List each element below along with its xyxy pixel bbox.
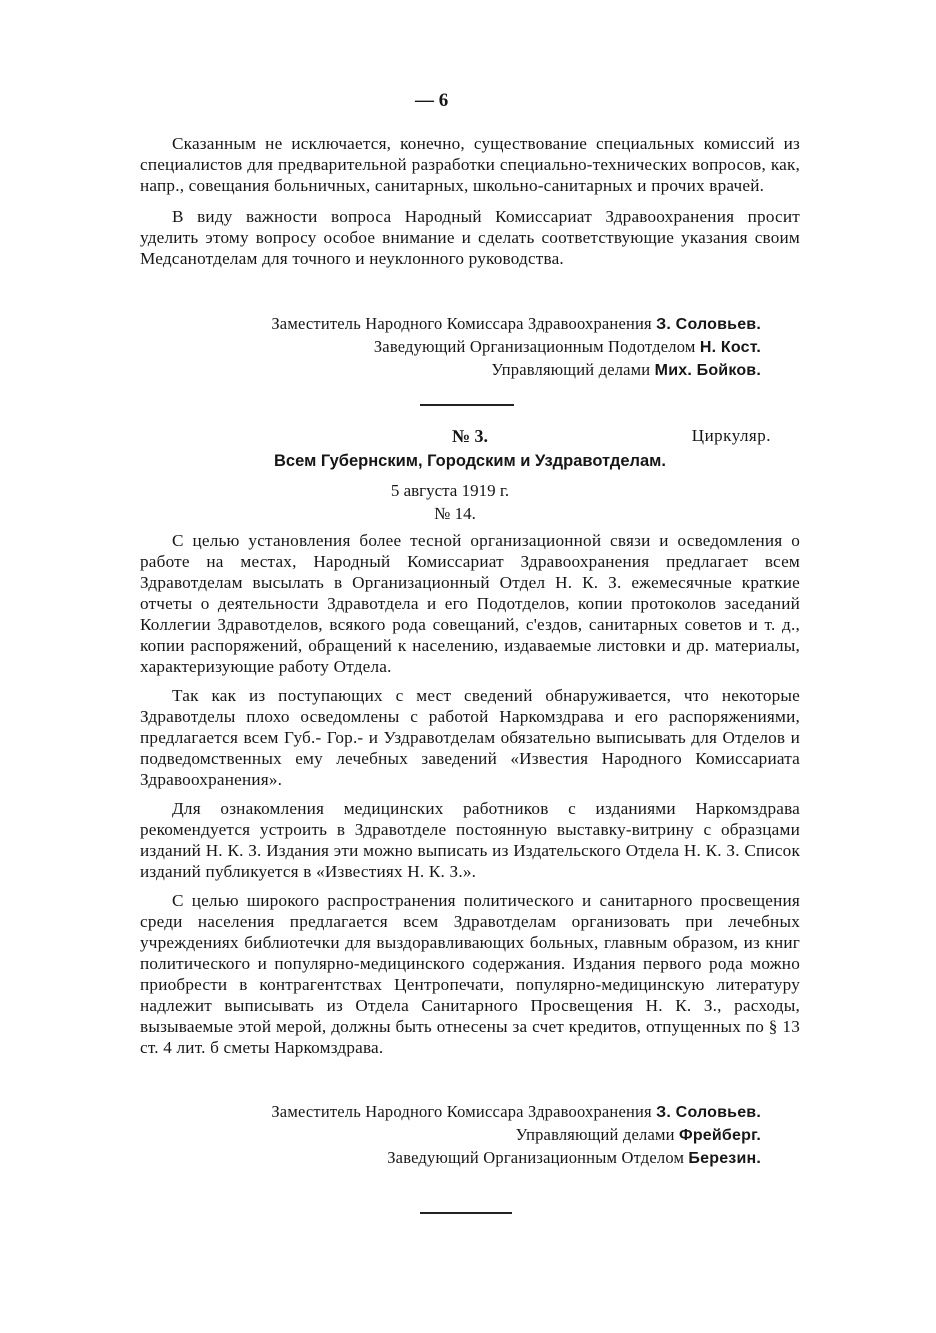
page-number: — 6 — [415, 90, 449, 111]
signature-line — [271, 313, 761, 335]
signature-title: Управляющий делами — [491, 360, 651, 379]
signature-name: З. Соловьев. — [656, 1104, 761, 1121]
signature-title: Заместитель Народного Комиссара Здравоохранения — [271, 314, 652, 333]
paragraph: В виду важности вопроса Народный Комиссариат Здравоохранения просит уделить этому вопросу особое внимание и сделать соответствующие указания своим Медсанотделам для точного и неуклонного руководства. — [140, 207, 800, 268]
signature-name: Березин. — [688, 1150, 761, 1167]
circular-addressee: Всем Губернским, Городским и Уздравотделам. — [274, 452, 666, 470]
signature-name: Н. Кост. — [699, 339, 761, 356]
signature-line — [516, 1124, 761, 1146]
circular-subnumber: № 14. — [434, 504, 476, 523]
section-divider — [420, 404, 514, 406]
signature-title: Заместитель Народного Комиссара Здравоохранения — [271, 1102, 652, 1121]
signature-title: Заведующий Организационным Отделом — [387, 1148, 685, 1167]
paragraph: С целью широкого распространения политического и санитарного просвещения среди населения предлагается всем Здравотделам организовать при лечебных учреждениях библиотечки для выздоравливающих больных, главным образом, из книг политического и популярно-медицинского содержания. Издания первого рода можно приобрести в контрагентствах Центропечати, популярно-медицинскую литературу надлежит выписывать из Отдела Санитарного Просвещения Н. К. З., расходы, вызываемые этой мерой, должны быть отнесены за счет кредитов, отпущенных по § 13 ст. 4 лит. б сметы Наркомздрава. — [140, 891, 800, 1057]
signature-title: Заведующий Организационным Подотделом — [373, 337, 696, 356]
signature-line — [374, 336, 761, 358]
signature-line — [491, 359, 761, 381]
circular-kind: Циркуляр. — [691, 426, 771, 445]
section-divider — [420, 1212, 512, 1214]
paragraph: Сказанным не исключается, конечно, существование специальных комиссий из специалистов для предварительной разработки специально-технических вопросов, как, напр., совещания больничных, санитарных, школьно-санитарных и прочих врачей. — [140, 134, 800, 195]
signature-line — [387, 1147, 761, 1169]
signature-name: Мих. Бойков. — [654, 362, 761, 379]
circular-body — [140, 530, 800, 1058]
signature-name: З. Соловьев. — [656, 316, 761, 333]
paragraph: Для ознакомления медицинских работников с изданиями Наркомздрава рекомендуется устроить в Здравотделе постоянную выставку-витрину с образцами изданий Н. К. З. Издания эти можно выписать из Издательского Отдела Н. К. З. Список изданий публикуется в «Известиях Н. К. З.». — [140, 799, 800, 881]
paragraph: Так как из поступающих с мест сведений обнаруживается, что некоторые Здравотделы плохо осведомлены с работой Наркомздрава и его распоряжениями, предлагается всем Губ.- Гор.- и Уздравотделам обязательно выписывать для Отделов и подведомственных ему лечебных заведений «Известия Народного Комиссариата Здравоохранения». — [140, 686, 800, 789]
paragraph: С целью установления более тесной организационной связи и осведомления о работе на местах, Народный Комиссариат Здравоохранения предлагает всем Здравотделам высылать в Организационный Отдел Н. К. З. ежемесячные краткие отчеты о деятельности Здравотдела и его Подотделов, копии протоколов заседаний Коллегии Здравотделов, всякого рода совещаний, с'ездов, санитарных советов и т. д., копии распоряжений, обращений к населению, издаваемые листовки и др. материалы, характеризующие работу Отдела. — [140, 531, 800, 676]
signature-name: Фрейберг. — [678, 1127, 761, 1144]
section1-body — [140, 133, 800, 269]
circular-number: № 3. — [451, 426, 489, 446]
signature-title: Управляющий делами — [515, 1125, 675, 1144]
circular-date: 5 августа 1919 г. — [390, 481, 510, 500]
signature-line — [271, 1101, 761, 1123]
